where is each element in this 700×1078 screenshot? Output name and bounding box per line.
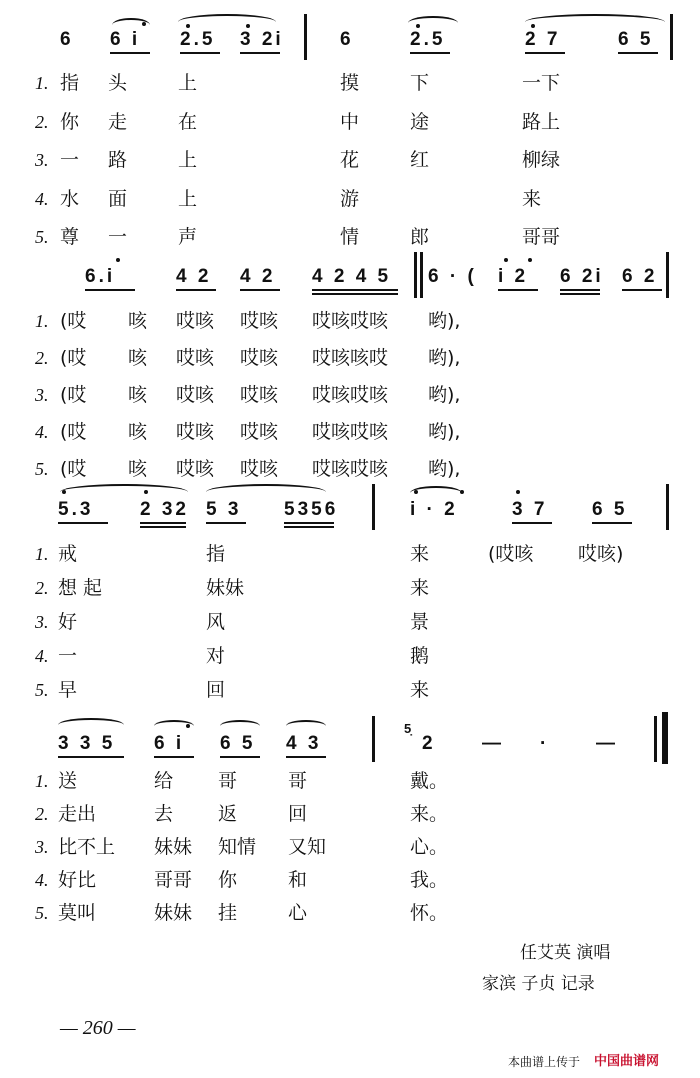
underline — [410, 52, 450, 54]
bar-line — [654, 716, 657, 762]
lyric-word: (哎 — [60, 310, 87, 332]
lyric-word: 哥哥 — [522, 226, 561, 248]
lyric-word: 哟), — [428, 347, 461, 369]
footer-text: 本曲谱上传于 — [508, 1055, 581, 1069]
octave-dot — [460, 490, 464, 494]
lyric-word: (哎 — [60, 384, 87, 406]
jianpu-note: 6 i — [154, 733, 185, 754]
lyric-word: 好 — [58, 611, 78, 633]
slur — [410, 486, 462, 500]
lyric-word: 一 — [58, 645, 78, 667]
verse-number: 3. — [35, 150, 49, 170]
jianpu-note: i · 2 — [410, 499, 458, 520]
slur — [220, 720, 260, 732]
lyric-word: 哎咳 — [240, 310, 279, 332]
lyric-word: 和 — [288, 869, 308, 891]
grace-note: 5̣ — [404, 721, 412, 736]
jianpu-note: 5 3 — [206, 499, 242, 520]
lyric-word: 面 — [108, 187, 128, 210]
lyric-word: 鹅 — [410, 645, 430, 667]
lyric-word: 想 起 — [58, 577, 103, 599]
lyric-word: 哎咳 — [176, 421, 215, 443]
verse-number: 4. — [35, 188, 49, 209]
lyric-word: 哎咳哎咳 — [312, 384, 389, 406]
underline — [284, 526, 334, 528]
lyric-word: 指 — [60, 72, 80, 94]
lyric-word: 走出 — [58, 803, 97, 825]
lyric-word: 哎咳 — [240, 458, 279, 480]
bar-line — [420, 252, 423, 298]
octave-dot — [246, 24, 250, 28]
lyric-word: 我。 — [410, 869, 449, 891]
jianpu-note: i 2 — [498, 266, 529, 287]
verse-number: 4. — [35, 870, 49, 890]
underline — [622, 289, 662, 291]
jianpu-note: — — [596, 733, 618, 754]
lyric-word: 游 — [340, 187, 360, 210]
lyric-word: 风 — [206, 611, 226, 633]
underline — [58, 522, 108, 524]
verse-number: 5. — [35, 680, 49, 700]
underline — [560, 289, 600, 291]
lyric-word: 途 — [410, 110, 430, 133]
lyric-word: 戴。 — [410, 770, 449, 792]
lyric-word: 哎咳 — [176, 458, 215, 480]
singer-credit: 任艾英 演唱 — [520, 943, 611, 963]
jianpu-note: 4 3 — [286, 733, 322, 754]
jianpu-note: 6 5 — [618, 29, 654, 50]
lyric-word: 咳 — [128, 347, 148, 369]
lyric-word: 路上 — [522, 110, 561, 133]
verse-number: 2. — [35, 578, 49, 598]
underline — [206, 522, 246, 524]
jianpu-note: 2.5 — [180, 29, 216, 50]
jianpu-note: 6 2i — [560, 266, 604, 287]
underline — [525, 52, 565, 54]
lyric-word: 花 — [340, 149, 360, 171]
octave-dot — [62, 490, 66, 494]
lyric-word: (哎 — [60, 458, 87, 480]
octave-dot — [186, 24, 190, 28]
underline — [140, 522, 186, 524]
verse-number: 4. — [35, 646, 49, 666]
underline — [592, 522, 632, 524]
jianpu-note: 3 7 — [512, 499, 548, 520]
lyric-word: 红 — [410, 149, 430, 171]
lyric-word: 来 — [410, 577, 430, 599]
underline — [240, 52, 280, 54]
underline — [58, 756, 124, 758]
verse-number: 2. — [35, 111, 49, 132]
lyric-word: 哥 — [218, 770, 238, 792]
lyric-word: 哎咳哎咳 — [312, 458, 389, 480]
bar-line — [670, 14, 673, 60]
lyric-word: 下 — [410, 72, 430, 94]
lyric-word: 戒 — [58, 543, 78, 565]
page-number: — 260 — — [60, 1017, 136, 1039]
underline — [312, 289, 398, 291]
lyric-word: 哟), — [428, 384, 461, 406]
octave-dot — [186, 724, 190, 728]
bar-line — [666, 252, 669, 298]
underline — [85, 289, 135, 291]
lyric-word: 哟), — [428, 458, 461, 480]
lyric-word: 返 — [218, 803, 238, 825]
lyric-word: 哎咳) — [578, 543, 624, 565]
slur — [408, 16, 458, 30]
bar-line — [414, 252, 417, 298]
lyric-word: 哎咳 — [240, 384, 279, 406]
jianpu-note: 2.5 — [410, 29, 446, 50]
lyric-word: 声 — [178, 226, 198, 248]
underline — [220, 756, 260, 758]
octave-dot — [144, 490, 148, 494]
verse-number: 2. — [35, 804, 49, 824]
verse-number: 3. — [35, 612, 49, 632]
lyric-word: 妹妹 — [206, 577, 245, 599]
lyric-word: (哎咳 — [488, 543, 534, 565]
lyric-word: 哥哥 — [154, 869, 193, 891]
jianpu-note: 3 3 5 — [58, 733, 116, 754]
octave-dot — [531, 24, 535, 28]
octave-dot — [116, 258, 120, 262]
lyric-word: 哎咳 — [176, 310, 215, 332]
bar-line — [662, 712, 668, 764]
lyric-word: 摸 — [340, 72, 360, 94]
underline — [618, 52, 658, 54]
jianpu-note: 6 i — [110, 29, 141, 50]
lyric-word: 郎 — [410, 226, 430, 248]
recorder-credit: 家滨 子贞 记录 — [482, 974, 595, 994]
lyric-word: 莫叫 — [58, 902, 97, 924]
jianpu-note: 6 5 — [592, 499, 628, 520]
verse-number: 3. — [35, 385, 49, 405]
verse-number: 1. — [35, 544, 49, 564]
lyric-word: 咳 — [128, 310, 148, 332]
underline — [110, 52, 150, 54]
lyric-word: 来 — [522, 187, 542, 210]
lyric-word: 回 — [288, 803, 308, 825]
lyric-word: 哎咳 — [240, 421, 279, 443]
lyric-word: 心 — [288, 902, 308, 924]
verse-number: 3. — [35, 837, 49, 857]
jianpu-note: 6 — [60, 29, 74, 50]
jianpu-note: 5356 — [284, 499, 339, 520]
octave-dot — [516, 490, 520, 494]
jianpu-note: 3 2i — [240, 29, 284, 50]
jianpu-note: 5.3 — [58, 499, 94, 520]
lyric-word: 哎咳 — [240, 347, 279, 369]
verse-number: 1. — [35, 311, 49, 331]
lyric-word: 水 — [60, 187, 80, 210]
lyric-word: 对 — [206, 645, 226, 667]
underline — [498, 289, 538, 291]
verse-number: 5. — [35, 459, 49, 479]
lyric-word: 哎咳哎咳 — [312, 421, 389, 443]
jianpu-note: — — [482, 733, 504, 754]
lyric-word: 好比 — [58, 869, 97, 891]
underline — [240, 289, 280, 291]
lyric-word: 指 — [206, 543, 226, 565]
lyric-word: (哎 — [60, 347, 87, 369]
lyric-word: 景 — [410, 611, 430, 633]
jianpu-note: 2 — [422, 733, 436, 754]
slur — [206, 484, 326, 500]
octave-dot — [504, 258, 508, 262]
verse-number: 4. — [35, 422, 49, 442]
jianpu-note: 2 7 — [525, 29, 561, 50]
lyric-word: 咳 — [128, 458, 148, 480]
jianpu-note: 4 2 — [176, 266, 212, 287]
lyric-word: 妹妹 — [154, 836, 193, 858]
lyric-word: 来。 — [410, 803, 449, 825]
underline — [154, 756, 194, 758]
lyric-word: 去 — [154, 803, 174, 825]
lyric-word: 哎咳咳哎 — [312, 347, 389, 369]
lyric-word: 尊 — [60, 226, 80, 248]
lyric-word: 头 — [108, 72, 128, 94]
lyric-word: 你 — [218, 869, 238, 891]
octave-dot — [528, 258, 532, 262]
underline — [512, 522, 552, 524]
jianpu-note: · — [540, 733, 550, 754]
jianpu-note: 6 — [340, 29, 354, 50]
lyric-word: 送 — [58, 770, 78, 792]
lyric-word: 哎咳哎咳 — [312, 310, 389, 332]
lyric-word: 早 — [58, 679, 78, 701]
lyric-word: 哟), — [428, 421, 461, 443]
lyric-word: 在 — [178, 110, 198, 133]
lyric-word: 心。 — [410, 836, 449, 858]
jianpu-note: 6 5 — [220, 733, 256, 754]
underline — [312, 293, 398, 295]
lyric-word: 哎咳 — [176, 384, 215, 406]
jianpu-note: 6 · ( — [428, 266, 477, 287]
lyric-word: 挂 — [218, 902, 238, 924]
lyric-word: 妹妹 — [154, 902, 193, 924]
underline — [560, 293, 600, 295]
lyric-word: 知情 — [218, 836, 257, 858]
lyric-word: 路 — [108, 149, 128, 171]
bar-line — [372, 716, 375, 762]
verse-number: 1. — [35, 73, 49, 93]
slur — [525, 14, 665, 30]
lyric-word: (哎 — [60, 421, 87, 443]
octave-dot — [416, 24, 420, 28]
lyric-word: 比不上 — [58, 836, 116, 858]
lyric-word: 又知 — [288, 836, 327, 858]
jianpu-note: 4 2 — [240, 266, 276, 287]
lyric-word: 一 — [108, 226, 128, 248]
lyric-word: 情 — [340, 226, 360, 248]
lyric-word: 哥 — [288, 770, 308, 792]
lyric-word: 一 — [60, 149, 80, 171]
bar-line — [666, 484, 669, 530]
lyric-word: 走 — [108, 110, 128, 133]
lyric-word: 来 — [410, 679, 430, 701]
underline — [286, 756, 326, 758]
slur — [286, 720, 326, 732]
bar-line — [372, 484, 375, 530]
lyric-word: 咳 — [128, 384, 148, 406]
jianpu-note: 6 2 — [622, 266, 658, 287]
octave-dot — [142, 22, 146, 26]
lyric-word: 回 — [206, 679, 226, 701]
lyric-word: 上 — [178, 149, 198, 171]
underline — [140, 526, 186, 528]
site-logo: 中国曲谱网 — [594, 1054, 660, 1069]
lyric-word: 你 — [60, 110, 80, 133]
underline — [176, 289, 216, 291]
lyric-word: 哎咳 — [176, 347, 215, 369]
verse-number: 1. — [35, 771, 49, 791]
jianpu-note: 2 32 — [140, 499, 189, 520]
underline — [284, 522, 334, 524]
lyric-word: 来 — [410, 543, 430, 565]
jianpu-note: 6.i — [85, 266, 116, 287]
verse-number: 5. — [35, 903, 49, 923]
lyric-word: 一下 — [522, 72, 561, 94]
lyric-word: 中 — [340, 110, 360, 133]
lyric-word: 咳 — [128, 421, 148, 443]
slur — [60, 484, 188, 500]
underline — [180, 52, 220, 54]
octave-dot — [414, 490, 418, 494]
verse-number: 2. — [35, 348, 49, 368]
bar-line — [304, 14, 307, 60]
slur — [178, 14, 276, 30]
lyric-word: 给 — [154, 770, 174, 792]
jianpu-note: 4 2 4 5 — [312, 266, 392, 287]
verse-number: 5. — [35, 227, 49, 247]
lyric-word: 上 — [178, 72, 198, 94]
lyric-word: 上 — [178, 187, 198, 210]
lyric-word: 柳绿 — [522, 149, 561, 171]
lyric-word: 哟), — [428, 310, 461, 332]
lyric-word: 怀。 — [410, 902, 449, 924]
slur — [58, 718, 124, 732]
